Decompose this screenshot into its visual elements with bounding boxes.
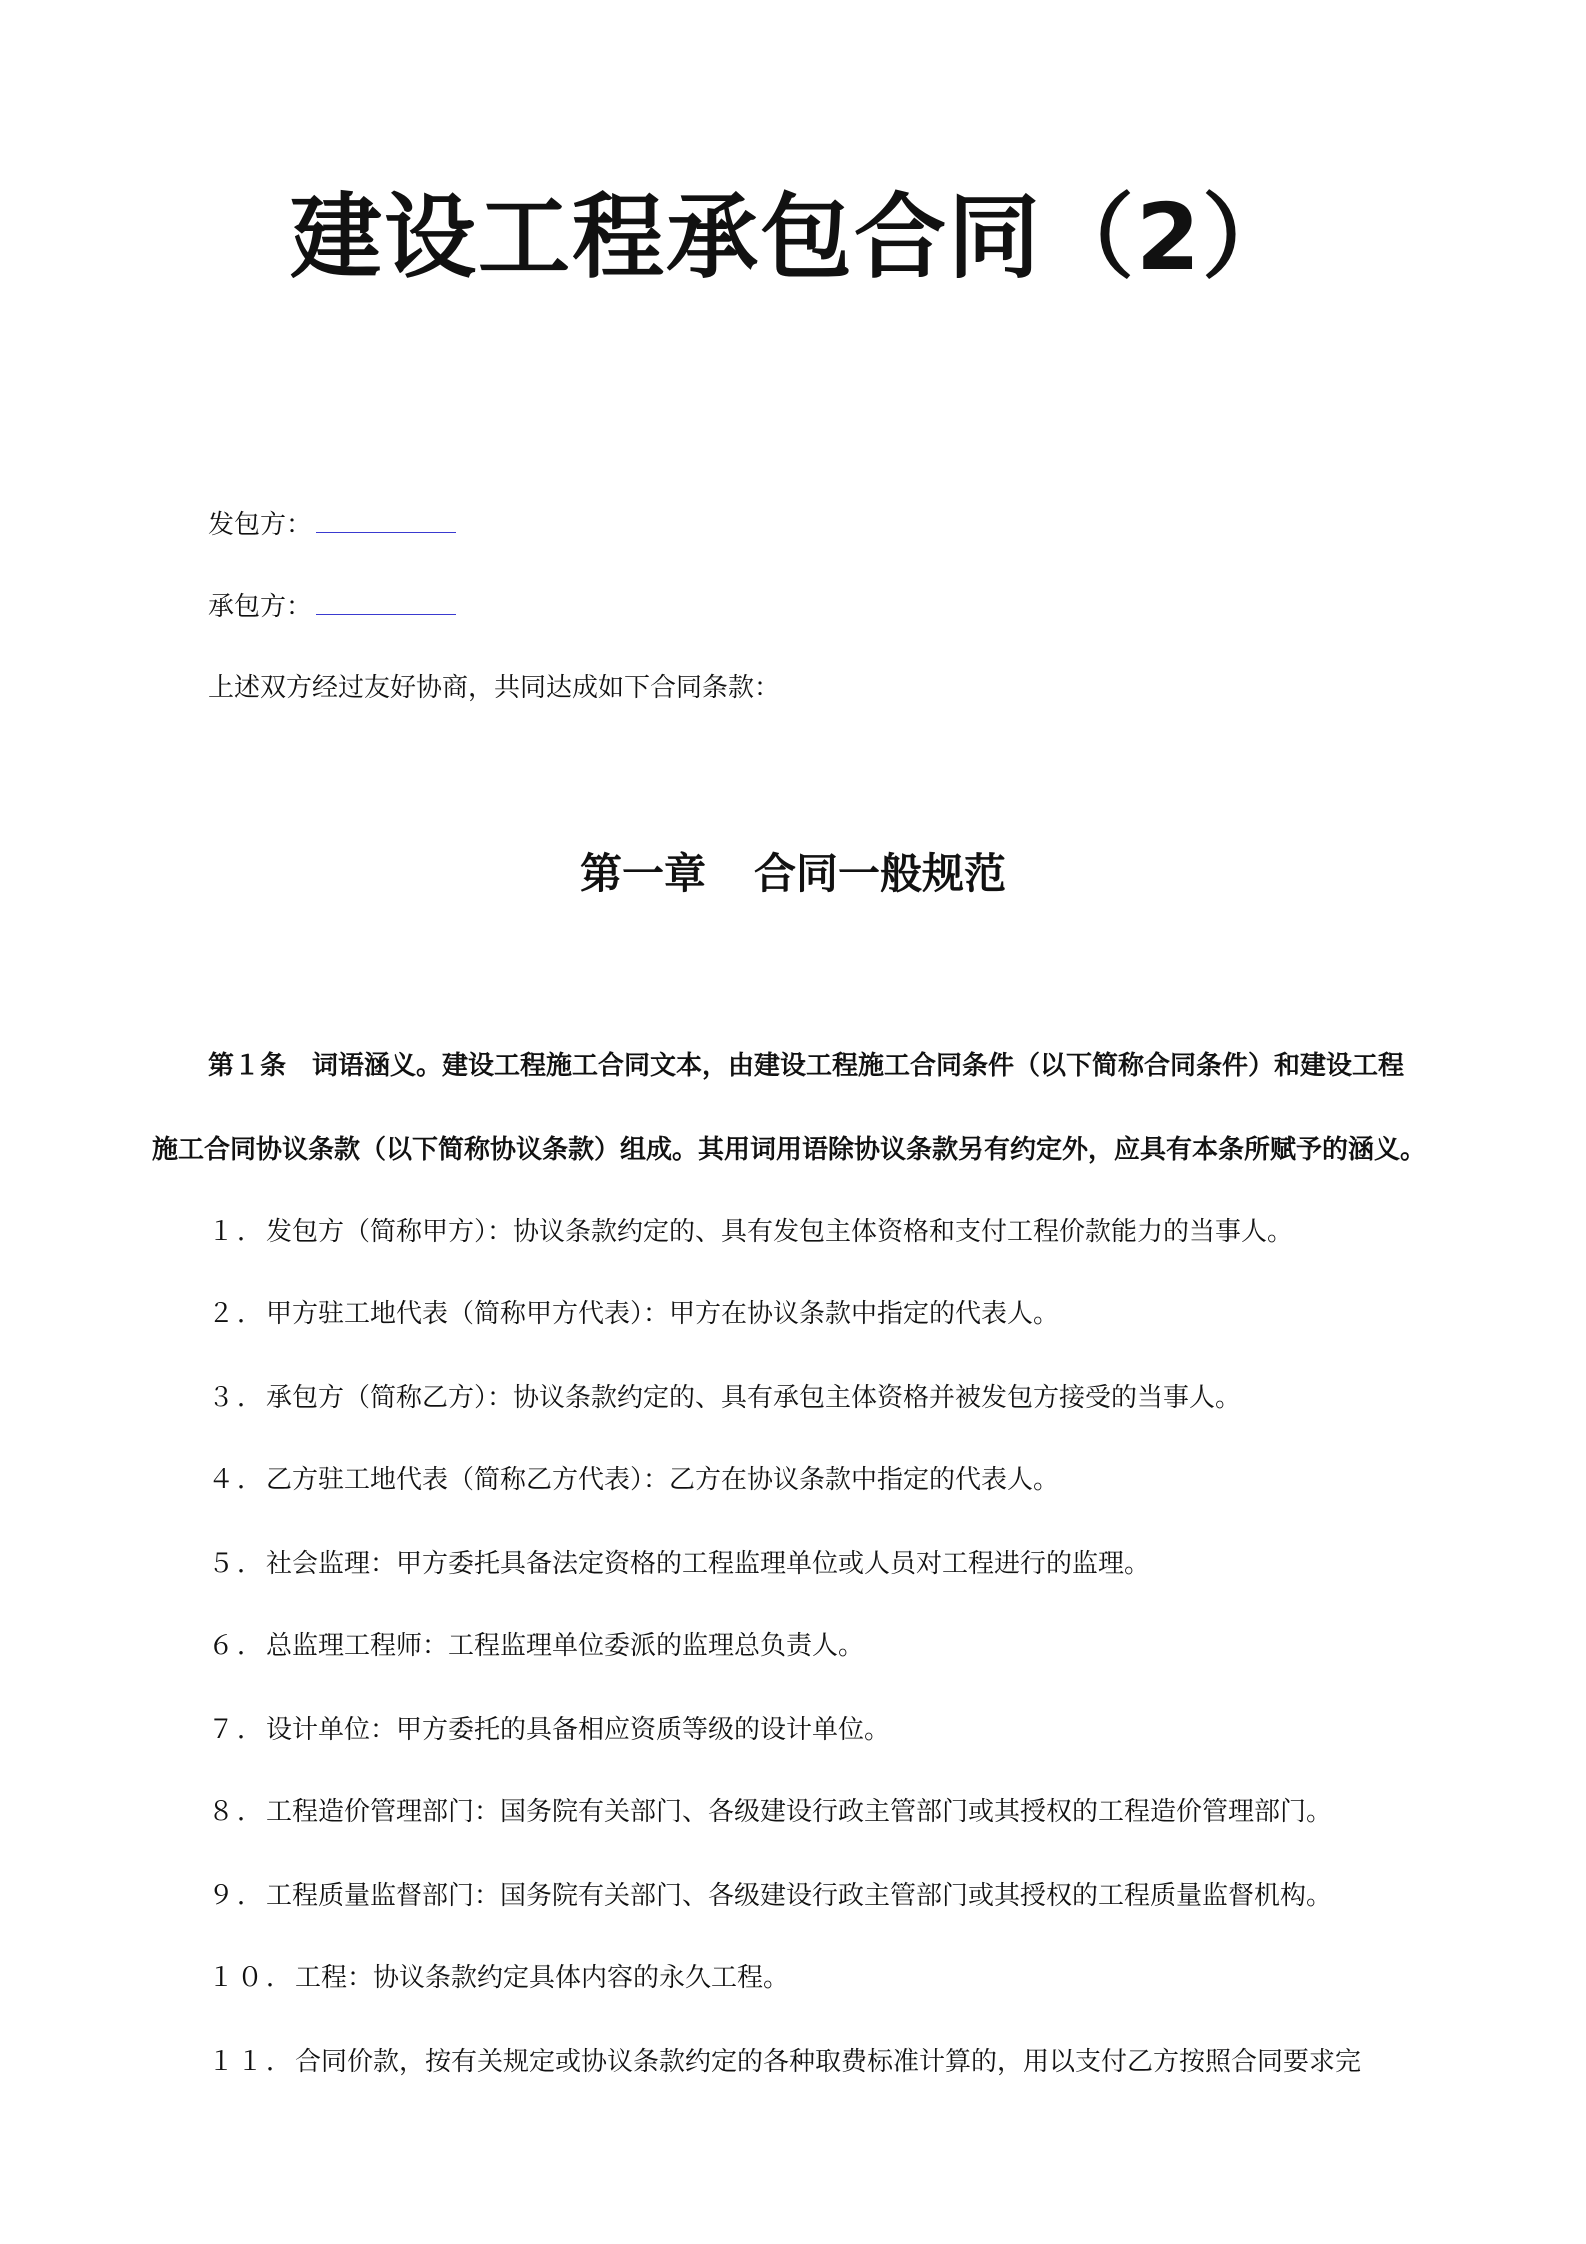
chapter-heading [0, 846, 1586, 902]
list-item: １０．工程：协议条款约定具体内容的永久工程。 [208, 1963, 790, 1993]
list-item: ７．设计单位：甲方委托的具备相应资质等级的设计单位。 [208, 1715, 891, 1745]
article-text-line-1: 词语涵义。建设工程施工合同文本，由建设工程施工合同条件（以下简称合同条件）和建设工程 [312, 1051, 1405, 1081]
contractor-label: 承包方： [208, 592, 313, 622]
list-item: ５．社会监理：甲方委托具备法定资格的工程监理单位或人员对工程进行的监理。 [208, 1549, 1151, 1579]
contractor-blank-field[interactable] [316, 588, 456, 615]
article-1-line-2: 施工合同协议条款（以下简称协议条款）组成。其用词用语除协议条款另有约定外，应具有本条所赋予的涵义。 [152, 1135, 1427, 1165]
document-title: 建设工程承包合同（2） [289, 184, 1296, 291]
list-item: ２．甲方驻工地代表（简称甲方代表）：甲方在协议条款中指定的代表人。 [208, 1299, 1060, 1329]
article-1-line-1 [208, 1048, 1404, 1084]
article-number: 第１条 [208, 1051, 287, 1081]
list-item: １．发包方（简称甲方）：协议条款约定的、具有发包主体资格和支付工程价款能力的当事人。 [208, 1217, 1294, 1247]
list-item: ６．总监理工程师：工程监理单位委派的监理总负责人。 [208, 1631, 865, 1661]
employer-party-line [208, 506, 456, 543]
list-item: １１．合同价款，按有关规定或协议条款约定的各种取费标准计算的，用以支付乙方按照合同要求完 [208, 2047, 1362, 2077]
list-item: ８．工程造价管理部门：国务院有关部门、各级建设行政主管部门或其授权的工程造价管理部门。 [208, 1797, 1333, 1827]
employer-label: 发包方： [208, 510, 313, 540]
contractor-party-line [208, 588, 456, 625]
employer-blank-field[interactable] [316, 506, 456, 533]
list-item: ３．承包方（简称乙方）：协议条款约定的、具有承包主体资格并被发包方接受的当事人。 [208, 1383, 1242, 1413]
chapter-name: 合同一般规范 [754, 849, 1007, 898]
list-item: ４．乙方驻工地代表（简称乙方代表）：乙方在协议条款中指定的代表人。 [208, 1465, 1060, 1495]
chapter-number: 第一章 [579, 849, 706, 898]
list-item: ９．工程质量监督部门：国务院有关部门、各级建设行政主管部门或其授权的工程质量监督机构。 [208, 1881, 1333, 1911]
intro-paragraph: 上述双方经过友好协商，共同达成如下合同条款： [208, 673, 781, 703]
